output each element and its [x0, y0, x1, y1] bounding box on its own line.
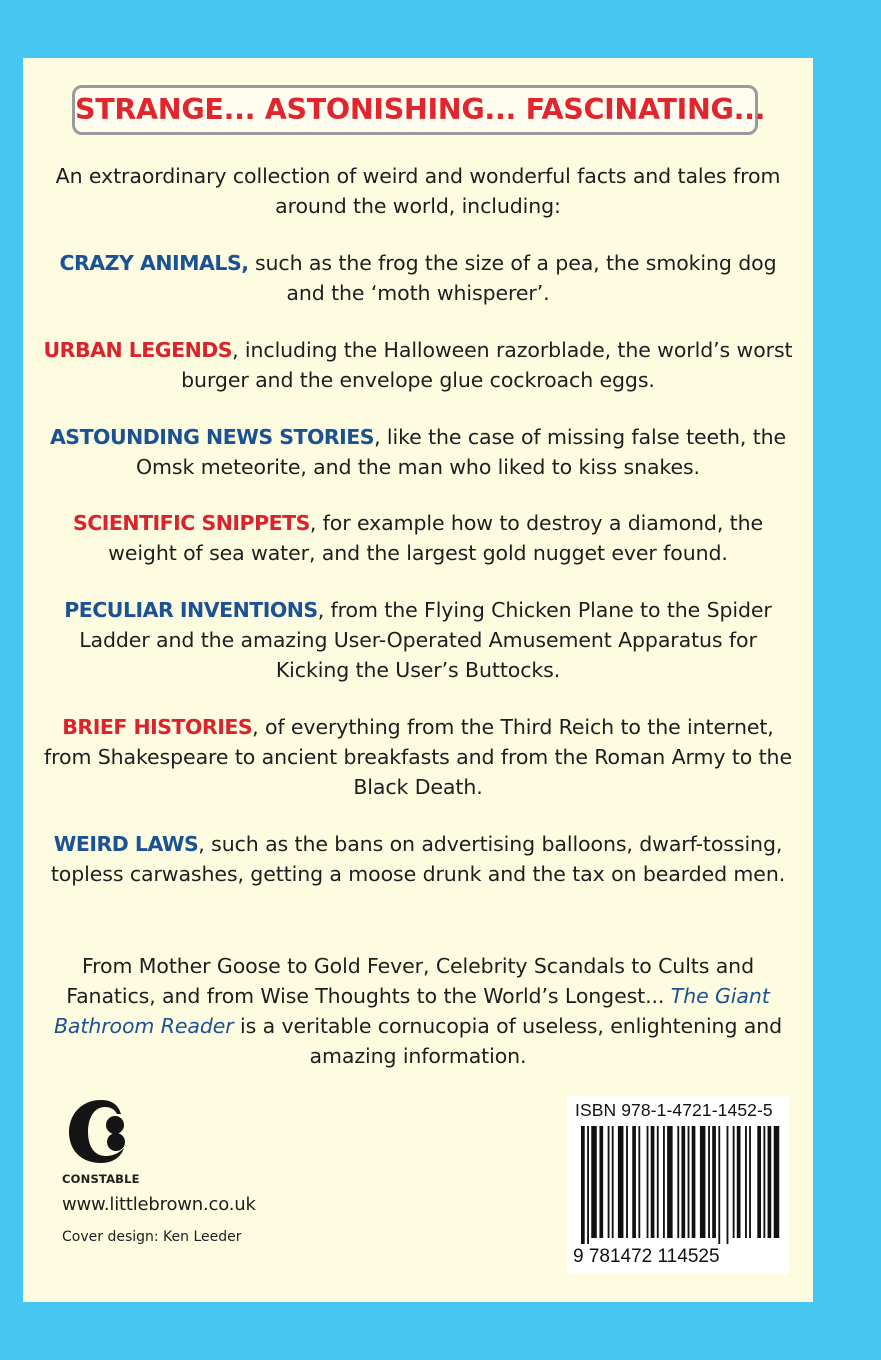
- section-heading: ASTOUNDING NEWS STORIES: [49, 425, 375, 449]
- closing-paragraph: [43, 951, 793, 1071]
- ean-digits: 9 781472 114525: [573, 1246, 720, 1267]
- closing-text-after: is a veritable cornucopia of useless, enlightening and amazing information.: [233, 1014, 783, 1068]
- section-brief-histories: [43, 712, 793, 802]
- section-text: , from the Flying Chicken Plane to the Spider Ladder and the amazing User-Operated Amusement Apparatus for Kicking the User’s Buttocks.: [79, 598, 772, 682]
- section-scientific-snippets: [43, 508, 793, 568]
- tagline-banner: STRANGE... ASTONISHING... FASCINATING...: [72, 85, 758, 135]
- publisher-website: www.littlebrown.co.uk: [62, 1194, 256, 1215]
- section-text: , like the case of missing false teeth, the Omsk meteorite, and the man who liked to kiss snakes.: [136, 425, 787, 479]
- section-text: , including the Halloween razorblade, the world’s worst burger and the envelope glue cockroach eggs.: [181, 338, 793, 392]
- section-news-stories: [43, 422, 793, 482]
- design-credit: Cover design: Ken Leeder: [62, 1229, 242, 1245]
- section-text: , for example how to destroy a diamond, the weight of sea water, and the largest gold nugget ever found.: [108, 511, 764, 565]
- barcode-icon: [573, 1126, 783, 1244]
- section-crazy-animals: [43, 248, 793, 308]
- section-heading: URBAN LEGENDS: [43, 338, 233, 362]
- barcode-panel: [567, 1096, 789, 1274]
- section-heading: BRIEF HISTORIES: [62, 715, 253, 739]
- constable-logo-icon: [63, 1096, 129, 1166]
- section-heading: CRAZY ANIMALS,: [59, 251, 249, 275]
- section-heading: WEIRD LAWS: [53, 832, 199, 856]
- back-cover-panel: [23, 58, 813, 1302]
- section-peculiar-inventions: [43, 595, 793, 685]
- book-title: The Giant Bathroom Reader: [53, 984, 770, 1038]
- section-text: , of everything from the Third Reich to the internet, from Shakespeare to ancient breakfasts and from the Roman Army to the Black Death.: [44, 715, 792, 799]
- section-urban-legends: [43, 335, 793, 395]
- section-heading: SCIENTIFIC SNIPPETS: [72, 511, 310, 535]
- section-heading: PECULIAR INVENTIONS: [64, 598, 318, 622]
- section-text: such as the frog the size of a pea, the smoking dog and the ‘moth whisperer’.: [248, 251, 777, 305]
- section-weird-laws: [43, 829, 793, 889]
- isbn-number: ISBN 978-1-4721-1452-5: [575, 1100, 773, 1120]
- section-text: , such as the bans on advertising balloons, dwarf-tossing, topless carwashes, getting a moose drunk and the tax on bearded men.: [50, 832, 786, 886]
- intro-paragraph: An extraordinary collection of weird and wonderful facts and tales from around the world, including:: [55, 164, 781, 218]
- closing-text-before: From Mother Goose to Gold Fever, Celebrity Scandals to Cults and Fanatics, and from Wise Thoughts to the World’s Longest...: [66, 954, 754, 1008]
- publisher-name: CONSTABLE: [62, 1172, 140, 1186]
